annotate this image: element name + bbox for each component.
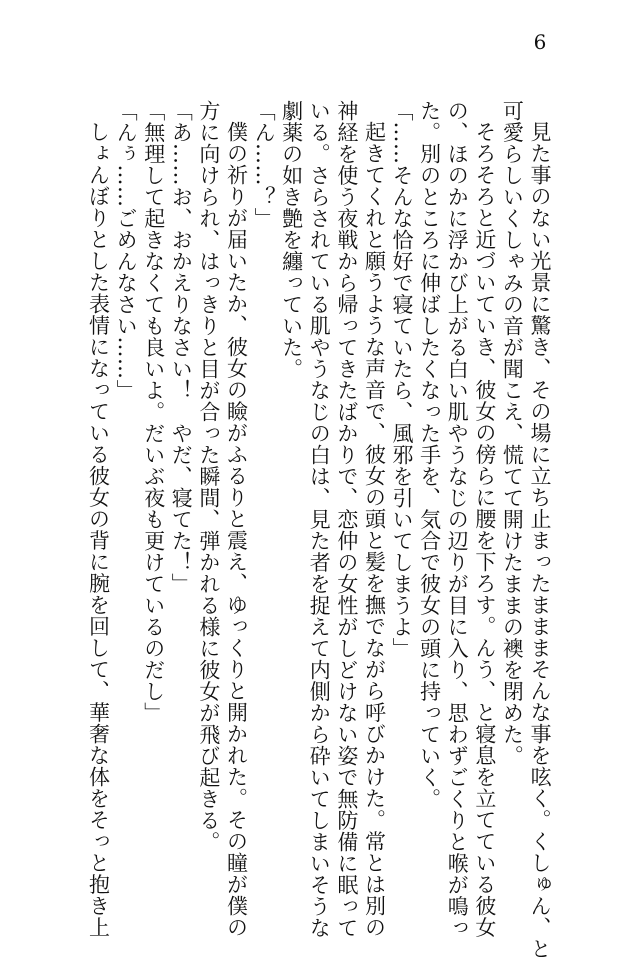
text-line: 見た事のない光景に驚き、その場に立ち止まったまままそんな事を呟く。くしゅん、と	[528, 121, 552, 960]
text-line: 「んぅ……ごめんなさい……」	[114, 100, 139, 401]
text-line: の、ほのかに浮かび上がる白い肌やうなじの辺りが目に入り、思わずごくりと喉が鳴っ	[445, 100, 470, 939]
text-line: 劇薬の如き艶を纏っていた。	[279, 100, 304, 380]
page-number: 6	[533, 30, 547, 54]
text-line: 方に向けられ、はっきりと目が合った瞬間、弾かれる様に彼女が飛び起きる。	[196, 100, 221, 853]
vertical-text-body	[84, 100, 553, 960]
text-line: 僕の祈りが届いたか、彼女の瞼がふるりと震え、ゆっくりと開かれた。その瞳が僕の	[224, 121, 249, 938]
text-line: 「……そんな恰好で寝ていたら、風邪を引いてしまうよ」	[390, 100, 415, 659]
text-line: 神経を使う夜戦から帰ってきたばかりで、恋仲の女性がしどけない姿で無防備に眠って	[334, 100, 359, 939]
text-line: いる。さらされている肌やうなじの白は、見た者を捉えて内側から砕いてしまいそうな	[307, 100, 332, 939]
text-line: た。別のところに伸ばしたくなった手を、気合で彼女の頭に持っていく。	[417, 100, 442, 810]
text-line: 可愛らしいくしゃみの音が聞こえ、慌てて開けたままの襖を閉めた。	[500, 100, 525, 767]
text-line: 「ん……？」	[252, 100, 277, 229]
text-line: そろそろと近づいていき、彼女の傍らに腰を下ろす。んう、と寝息を立てている彼女	[472, 121, 497, 938]
text-line: 「無理して起きなくても良いよ。だいぶ夜も更けているのだし」	[141, 100, 166, 724]
text-line: しょんぼりとした表情になっている彼女の背に腕を回して、華奢な体をそっと抱き上	[86, 121, 111, 938]
text-line: 起きてくれと願うような声音で、彼女の頭と髪を撫でながら呼びかけた。常とは別の	[362, 121, 387, 938]
text-line: 「あ……お、おかえりなさい！ やだ、寝てた！」	[169, 100, 194, 595]
